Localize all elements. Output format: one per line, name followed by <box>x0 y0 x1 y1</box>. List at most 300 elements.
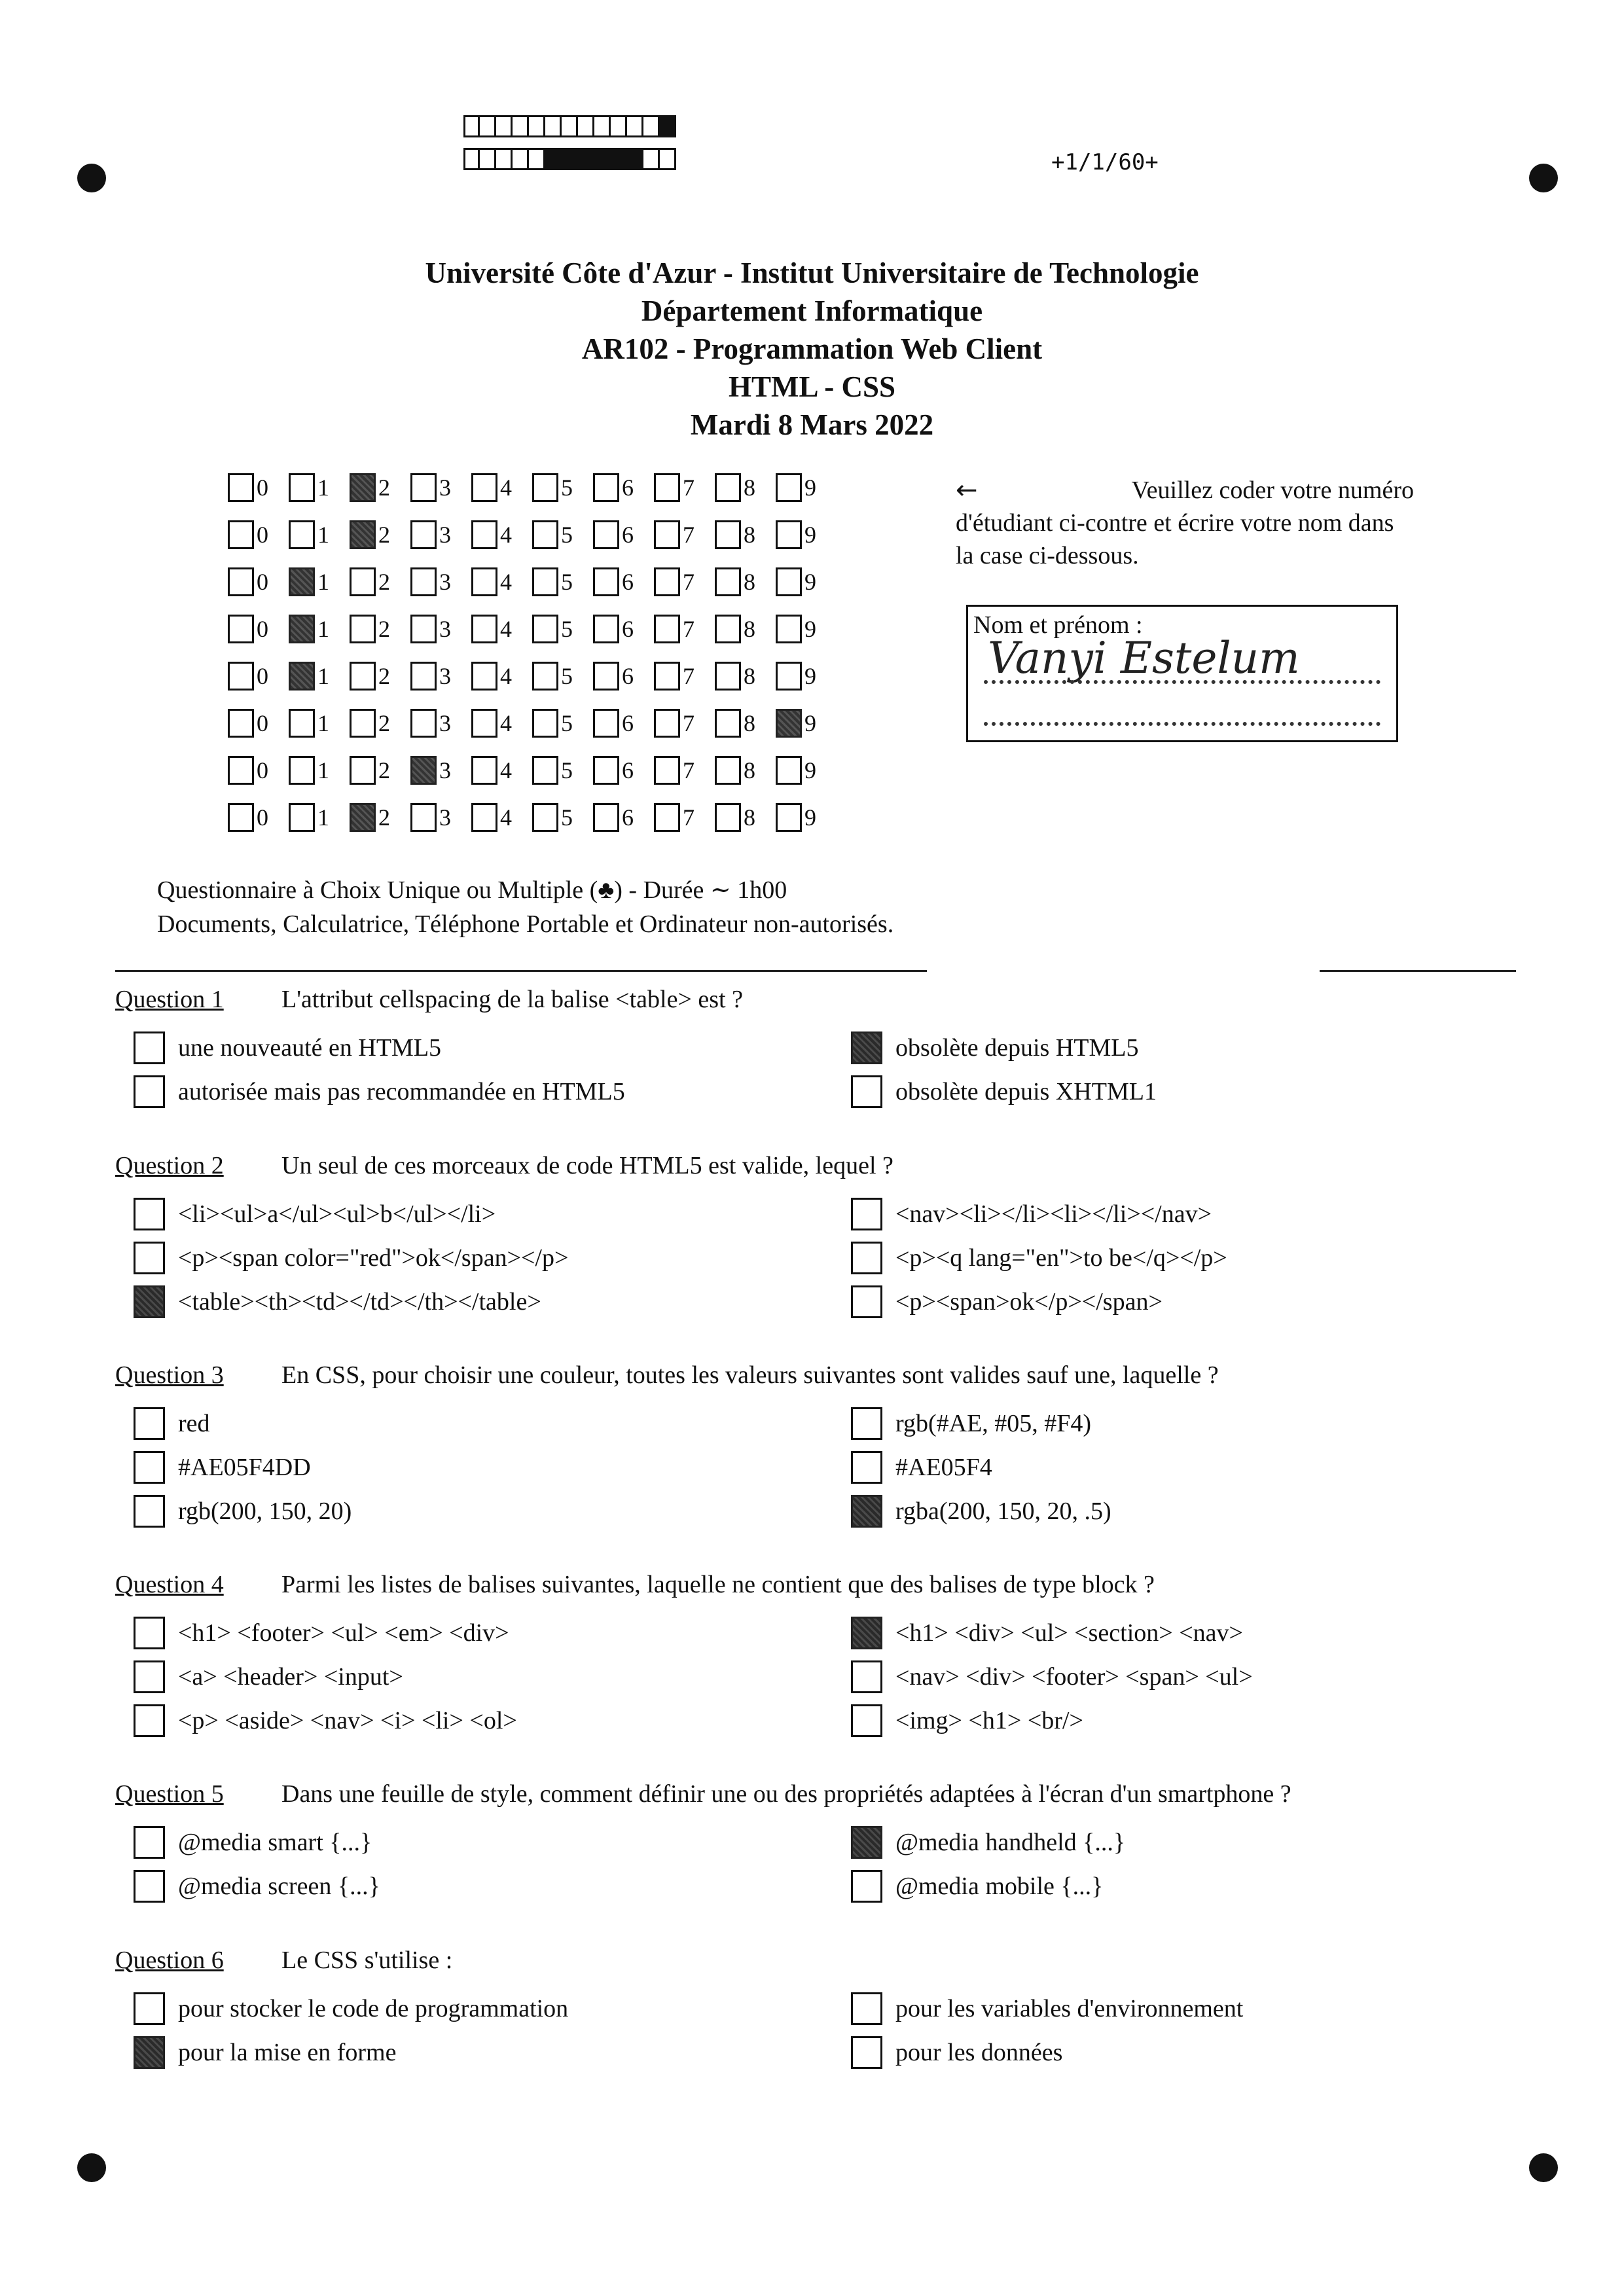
digit-label: 6 <box>622 757 634 783</box>
digit-option[interactable] <box>228 756 289 785</box>
digit-checkbox[interactable] <box>654 662 680 691</box>
digit-label: 1 <box>317 522 329 548</box>
barcode-cell <box>611 148 627 170</box>
answer-option[interactable] <box>134 1617 509 1649</box>
digit-option[interactable] <box>350 615 410 643</box>
digit-option[interactable] <box>471 520 532 549</box>
answer-option[interactable] <box>851 2036 1062 2069</box>
digit-option[interactable] <box>593 709 654 738</box>
digit-checkbox[interactable] <box>289 756 315 785</box>
answer-checkbox[interactable] <box>134 2036 165 2069</box>
digit-option[interactable] <box>228 473 289 502</box>
digit-option[interactable] <box>654 615 715 643</box>
digit-checkbox[interactable] <box>532 520 558 549</box>
barcode-cell <box>463 115 480 137</box>
digit-option[interactable] <box>776 709 837 738</box>
digit-option[interactable] <box>410 473 471 502</box>
digit-checkbox[interactable] <box>410 803 437 832</box>
answer-text: rgba(200, 150, 20, .5) <box>895 1498 1111 1525</box>
digit-option[interactable] <box>289 615 350 643</box>
course-title: AR102 - Programmation Web Client <box>581 332 1043 365</box>
answer-checkbox[interactable] <box>134 1075 165 1108</box>
digit-checkbox[interactable] <box>593 709 619 738</box>
answer-checkbox[interactable] <box>134 1617 165 1649</box>
answer-text: #AE05F4 <box>895 1454 992 1481</box>
answer-checkbox[interactable] <box>134 1704 165 1737</box>
answer-text: red <box>178 1410 210 1437</box>
digit-checkbox[interactable] <box>350 709 376 738</box>
answer-checkbox[interactable] <box>134 1870 165 1903</box>
digit-label: 1 <box>317 569 329 595</box>
answer-text: @media mobile {...} <box>895 1873 1104 1900</box>
answer-checkbox[interactable] <box>851 1617 882 1649</box>
digit-option[interactable] <box>715 803 776 832</box>
digit-option[interactable] <box>532 662 593 691</box>
digit-option[interactable] <box>350 803 410 832</box>
digit-option[interactable] <box>532 756 593 785</box>
digit-option[interactable] <box>715 567 776 596</box>
digit-checkbox[interactable] <box>410 756 437 785</box>
digit-checkbox[interactable] <box>289 473 315 502</box>
separator-left <box>115 970 927 972</box>
digit-option[interactable] <box>410 803 471 832</box>
digit-label: 3 <box>439 522 451 548</box>
digit-label: 6 <box>622 710 634 736</box>
digit-label: 3 <box>439 663 451 689</box>
digit-checkbox[interactable] <box>532 709 558 738</box>
digit-option[interactable] <box>715 662 776 691</box>
student-number-row <box>228 563 837 601</box>
answer-option[interactable] <box>851 1075 1157 1108</box>
digit-option[interactable] <box>410 615 471 643</box>
digit-checkbox[interactable] <box>593 615 619 643</box>
digit-option[interactable] <box>715 473 776 502</box>
digit-checkbox[interactable] <box>350 520 376 549</box>
digit-checkbox[interactable] <box>654 473 680 502</box>
digit-checkbox[interactable] <box>410 473 437 502</box>
digit-option[interactable] <box>593 473 654 502</box>
answer-checkbox[interactable] <box>851 1285 882 1318</box>
answer-option[interactable] <box>134 1826 372 1859</box>
digit-label: 3 <box>439 569 451 595</box>
digit-label: 8 <box>744 710 755 736</box>
answer-text: <a> <header> <input> <box>178 1663 403 1691</box>
answer-checkbox[interactable] <box>851 1870 882 1903</box>
digit-checkbox[interactable] <box>654 567 680 596</box>
answer-option[interactable] <box>134 1075 625 1108</box>
digit-checkbox[interactable] <box>471 520 497 549</box>
digit-checkbox[interactable] <box>715 803 741 832</box>
exam-header <box>0 254 1624 444</box>
digit-checkbox[interactable] <box>228 615 254 643</box>
registration-mark-bottom-right <box>1529 2153 1558 2182</box>
digit-checkbox[interactable] <box>776 473 802 502</box>
barcode-cell <box>529 148 545 170</box>
answer-checkbox[interactable] <box>851 2036 882 2069</box>
digit-checkbox[interactable] <box>471 662 497 691</box>
digit-checkbox[interactable] <box>410 520 437 549</box>
digit-checkbox[interactable] <box>289 662 315 691</box>
digit-option[interactable] <box>654 803 715 832</box>
digit-checkbox[interactable] <box>228 473 254 502</box>
digit-checkbox[interactable] <box>715 567 741 596</box>
student-number-row <box>228 657 837 695</box>
digit-checkbox[interactable] <box>471 803 497 832</box>
digit-option[interactable] <box>228 662 289 691</box>
barcode-row-1 <box>463 115 676 137</box>
answer-checkbox[interactable] <box>134 1451 165 1484</box>
digit-checkbox[interactable] <box>471 756 497 785</box>
digit-label: 4 <box>500 475 512 501</box>
digit-option[interactable] <box>471 567 532 596</box>
answer-checkbox[interactable] <box>134 1285 165 1318</box>
digit-option[interactable] <box>228 615 289 643</box>
answer-option[interactable] <box>134 1242 568 1274</box>
digit-option[interactable] <box>289 756 350 785</box>
digit-option[interactable] <box>410 567 471 596</box>
digit-checkbox[interactable] <box>350 756 376 785</box>
digit-option[interactable] <box>654 662 715 691</box>
digit-checkbox[interactable] <box>776 756 802 785</box>
digit-label: 0 <box>257 616 268 642</box>
digit-option[interactable] <box>593 615 654 643</box>
answer-option[interactable] <box>851 1704 1083 1737</box>
university-title: Université Côte d'Azur - Institut Universitaire de Technologie <box>425 257 1199 289</box>
digit-checkbox[interactable] <box>532 756 558 785</box>
digit-option[interactable] <box>350 709 410 738</box>
digit-option[interactable] <box>532 520 593 549</box>
barcode-cell <box>496 148 513 170</box>
digit-checkbox[interactable] <box>471 709 497 738</box>
question-number <box>115 1570 281 1599</box>
digit-option[interactable] <box>654 756 715 785</box>
digit-option[interactable] <box>471 709 532 738</box>
digit-option[interactable] <box>289 567 350 596</box>
answer-text: rgb(#AE, #05, #F4) <box>895 1410 1092 1437</box>
digit-checkbox[interactable] <box>350 803 376 832</box>
digit-option[interactable] <box>289 662 350 691</box>
digit-checkbox[interactable] <box>228 662 254 691</box>
student-number-row <box>228 516 837 554</box>
digit-option[interactable] <box>654 567 715 596</box>
digit-option[interactable] <box>776 756 837 785</box>
digit-option[interactable] <box>289 473 350 502</box>
digit-option[interactable] <box>228 709 289 738</box>
digit-option[interactable] <box>289 520 350 549</box>
digit-option[interactable] <box>471 803 532 832</box>
digit-option[interactable] <box>410 520 471 549</box>
digit-option[interactable] <box>471 662 532 691</box>
digit-option[interactable] <box>593 662 654 691</box>
digit-option[interactable] <box>350 520 410 549</box>
digit-checkbox[interactable] <box>593 567 619 596</box>
answer-option[interactable] <box>134 1704 517 1737</box>
answer-option[interactable] <box>134 1285 541 1318</box>
digit-checkbox[interactable] <box>471 615 497 643</box>
digit-option[interactable] <box>289 709 350 738</box>
digit-checkbox[interactable] <box>532 662 558 691</box>
answer-checkbox[interactable] <box>851 1660 882 1693</box>
digit-checkbox[interactable] <box>715 662 741 691</box>
digit-checkbox[interactable] <box>654 520 680 549</box>
name-box[interactable] <box>966 605 1398 742</box>
answer-checkbox[interactable] <box>134 1031 165 1064</box>
digit-option[interactable] <box>350 473 410 502</box>
digit-option[interactable] <box>593 567 654 596</box>
answer-option[interactable] <box>134 1031 441 1064</box>
digit-option[interactable] <box>410 756 471 785</box>
digit-checkbox[interactable] <box>715 615 741 643</box>
digit-option[interactable] <box>715 709 776 738</box>
digit-label: 5 <box>561 757 573 783</box>
answer-option[interactable] <box>851 1198 1212 1230</box>
digit-checkbox[interactable] <box>776 662 802 691</box>
answer-option[interactable] <box>134 1198 496 1230</box>
answer-option[interactable] <box>851 1992 1243 2025</box>
digit-checkbox[interactable] <box>593 473 619 502</box>
digit-option[interactable] <box>471 756 532 785</box>
answer-checkbox[interactable] <box>851 1242 882 1274</box>
answer-option[interactable] <box>851 1495 1111 1528</box>
answer-checkbox[interactable] <box>134 1242 165 1274</box>
digit-option[interactable] <box>776 803 837 832</box>
answer-option[interactable] <box>134 1870 380 1903</box>
digit-checkbox[interactable] <box>654 709 680 738</box>
digit-option[interactable] <box>776 615 837 643</box>
digit-checkbox[interactable] <box>776 709 802 738</box>
student-number-row <box>228 469 837 507</box>
answer-option[interactable] <box>851 1407 1091 1440</box>
question-6 <box>115 1943 1244 2080</box>
digit-label: 2 <box>378 569 390 595</box>
answer-checkbox[interactable] <box>134 1407 165 1440</box>
digit-checkbox[interactable] <box>410 567 437 596</box>
answer-checkbox[interactable] <box>851 1407 882 1440</box>
answer-option[interactable] <box>851 1285 1163 1318</box>
digit-checkbox[interactable] <box>776 803 802 832</box>
digit-checkbox[interactable] <box>410 615 437 643</box>
digit-label: 5 <box>561 663 573 689</box>
digit-checkbox[interactable] <box>532 803 558 832</box>
student-number-row <box>228 704 837 742</box>
digit-checkbox[interactable] <box>289 803 315 832</box>
digit-checkbox[interactable] <box>410 709 437 738</box>
barcode-cell <box>513 115 529 137</box>
answer-option[interactable] <box>851 1870 1103 1903</box>
digit-checkbox[interactable] <box>776 520 802 549</box>
answer-option[interactable] <box>134 1407 210 1440</box>
digit-option[interactable] <box>593 520 654 549</box>
digit-checkbox[interactable] <box>350 615 376 643</box>
digit-checkbox[interactable] <box>471 473 497 502</box>
digit-checkbox[interactable] <box>654 615 680 643</box>
digit-checkbox[interactable] <box>228 520 254 549</box>
digit-label: 5 <box>561 804 573 831</box>
digit-option[interactable] <box>532 709 593 738</box>
digit-option[interactable] <box>776 473 837 502</box>
digit-checkbox[interactable] <box>350 567 376 596</box>
answer-text: <p><span>ok</p></span> <box>895 1288 1163 1316</box>
registration-mark-bottom-left <box>77 2153 106 2182</box>
digit-checkbox[interactable] <box>715 520 741 549</box>
digit-option[interactable] <box>776 567 837 596</box>
answer-option[interactable] <box>851 1660 1253 1693</box>
question-number-label: Question 3 <box>115 1361 224 1389</box>
exam-date: Mardi 8 Mars 2022 <box>690 408 934 441</box>
digit-checkbox[interactable] <box>715 709 741 738</box>
digit-option[interactable] <box>228 520 289 549</box>
digit-option[interactable] <box>350 567 410 596</box>
digit-option[interactable] <box>715 756 776 785</box>
answer-text: pour les variables d'environnement <box>895 1995 1244 2022</box>
digit-option[interactable] <box>593 803 654 832</box>
answer-text: obsolète depuis XHTML1 <box>895 1078 1157 1105</box>
question-3 <box>115 1357 1219 1539</box>
answer-checkbox[interactable] <box>134 1495 165 1528</box>
answer-checkbox[interactable] <box>134 1992 165 2025</box>
digit-label: 3 <box>439 710 451 736</box>
answer-checkbox[interactable] <box>851 1704 882 1737</box>
digit-checkbox[interactable] <box>289 567 315 596</box>
question-4 <box>115 1567 1253 1748</box>
answer-checkbox[interactable] <box>851 1031 882 1064</box>
digit-option[interactable] <box>532 803 593 832</box>
answer-text: une nouveauté en HTML5 <box>178 1034 442 1062</box>
digit-checkbox[interactable] <box>532 615 558 643</box>
digit-checkbox[interactable] <box>410 662 437 691</box>
digit-checkbox[interactable] <box>289 615 315 643</box>
answer-checkbox[interactable] <box>851 1451 882 1484</box>
barcode-cell <box>545 148 562 170</box>
answer-text: <p><q lang="en">to be</q></p> <box>895 1244 1227 1272</box>
digit-label: 0 <box>257 757 268 783</box>
digit-checkbox[interactable] <box>715 756 741 785</box>
name-dotted-line-2 <box>984 722 1380 726</box>
answer-option[interactable] <box>851 1242 1227 1274</box>
digit-option[interactable] <box>776 662 837 691</box>
answer-option[interactable] <box>134 1660 403 1693</box>
digit-label: 6 <box>622 663 634 689</box>
digit-checkbox[interactable] <box>593 520 619 549</box>
digit-checkbox[interactable] <box>350 473 376 502</box>
exam-format: Questionnaire à Choix Unique ou Multiple (♣) - Durée ∼ 1h00 <box>157 876 787 904</box>
digit-label: 9 <box>804 804 816 831</box>
digit-option[interactable] <box>715 615 776 643</box>
digit-checkbox[interactable] <box>654 803 680 832</box>
digit-checkbox[interactable] <box>593 662 619 691</box>
digit-option[interactable] <box>410 709 471 738</box>
digit-option[interactable] <box>471 615 532 643</box>
digit-label: 5 <box>561 522 573 548</box>
digit-checkbox[interactable] <box>654 756 680 785</box>
digit-checkbox[interactable] <box>350 662 376 691</box>
digit-checkbox[interactable] <box>228 709 254 738</box>
question-number-label: Question 2 <box>115 1152 224 1179</box>
digit-checkbox[interactable] <box>776 567 802 596</box>
answer-checkbox[interactable] <box>134 1198 165 1230</box>
digit-checkbox[interactable] <box>593 803 619 832</box>
question-text: Le CSS s'utilise : <box>281 1946 453 1974</box>
digit-option[interactable] <box>654 473 715 502</box>
digit-checkbox[interactable] <box>715 473 741 502</box>
question-5 <box>115 1776 1291 1914</box>
answer-checkbox[interactable] <box>851 1075 882 1108</box>
answer-option[interactable] <box>851 1031 1139 1064</box>
answer-text: pour la mise en forme <box>178 2039 397 2066</box>
digit-label: 7 <box>683 616 695 642</box>
digit-option[interactable] <box>532 473 593 502</box>
digit-label: 0 <box>257 804 268 831</box>
digit-checkbox[interactable] <box>228 756 254 785</box>
answer-option[interactable] <box>134 2036 396 2069</box>
digit-option[interactable] <box>532 615 593 643</box>
answer-checkbox[interactable] <box>851 1495 882 1528</box>
barcode-cell <box>480 148 496 170</box>
digit-label: 6 <box>622 522 634 548</box>
answer-option[interactable] <box>851 1617 1243 1649</box>
digit-label: 8 <box>744 475 755 501</box>
digit-option[interactable] <box>228 803 289 832</box>
digit-option[interactable] <box>654 709 715 738</box>
digit-option[interactable] <box>593 756 654 785</box>
digit-option[interactable] <box>228 567 289 596</box>
answer-option[interactable] <box>134 1451 311 1484</box>
digit-checkbox[interactable] <box>471 567 497 596</box>
answer-option[interactable] <box>134 1992 568 2025</box>
answer-option[interactable] <box>134 1495 352 1528</box>
digit-checkbox[interactable] <box>593 756 619 785</box>
digit-label: 4 <box>500 710 512 736</box>
question-text: Un seul de ces morceaux de code HTML5 est valide, lequel ? <box>281 1152 893 1179</box>
answer-checkbox[interactable] <box>851 1826 882 1859</box>
answer-text: <h1> <footer> <ul> <em> <div> <box>178 1619 509 1647</box>
answer-checkbox[interactable] <box>134 1826 165 1859</box>
digit-option[interactable] <box>654 520 715 549</box>
question-number <box>115 1361 281 1390</box>
answer-option[interactable] <box>851 1826 1125 1859</box>
digit-label: 4 <box>500 663 512 689</box>
digit-option[interactable] <box>289 803 350 832</box>
digit-checkbox[interactable] <box>289 709 315 738</box>
digit-option[interactable] <box>350 756 410 785</box>
digit-option[interactable] <box>350 662 410 691</box>
student-number-grid <box>228 469 837 846</box>
answer-checkbox[interactable] <box>851 1992 882 2025</box>
digit-option[interactable] <box>776 520 837 549</box>
digit-checkbox[interactable] <box>776 615 802 643</box>
digit-label: 0 <box>257 569 268 595</box>
page-id: +1/1/60+ <box>1051 149 1159 175</box>
digit-label: 5 <box>561 569 573 595</box>
question-number-label: Question 1 <box>115 986 224 1013</box>
digit-checkbox[interactable] <box>228 803 254 832</box>
digit-option[interactable] <box>532 567 593 596</box>
digit-checkbox[interactable] <box>289 520 315 549</box>
answer-text: <li><ul>a</ul><ul>b</ul></li> <box>178 1200 496 1228</box>
digit-checkbox[interactable] <box>228 567 254 596</box>
digit-option[interactable] <box>471 473 532 502</box>
digit-checkbox[interactable] <box>532 473 558 502</box>
digit-checkbox[interactable] <box>532 567 558 596</box>
answer-checkbox[interactable] <box>851 1198 882 1230</box>
digit-label: 9 <box>804 663 816 689</box>
digit-label: 2 <box>378 804 390 831</box>
digit-option[interactable] <box>715 520 776 549</box>
answer-checkbox[interactable] <box>134 1660 165 1693</box>
answer-option[interactable] <box>851 1451 992 1484</box>
digit-option[interactable] <box>410 662 471 691</box>
digit-label: 2 <box>378 616 390 642</box>
